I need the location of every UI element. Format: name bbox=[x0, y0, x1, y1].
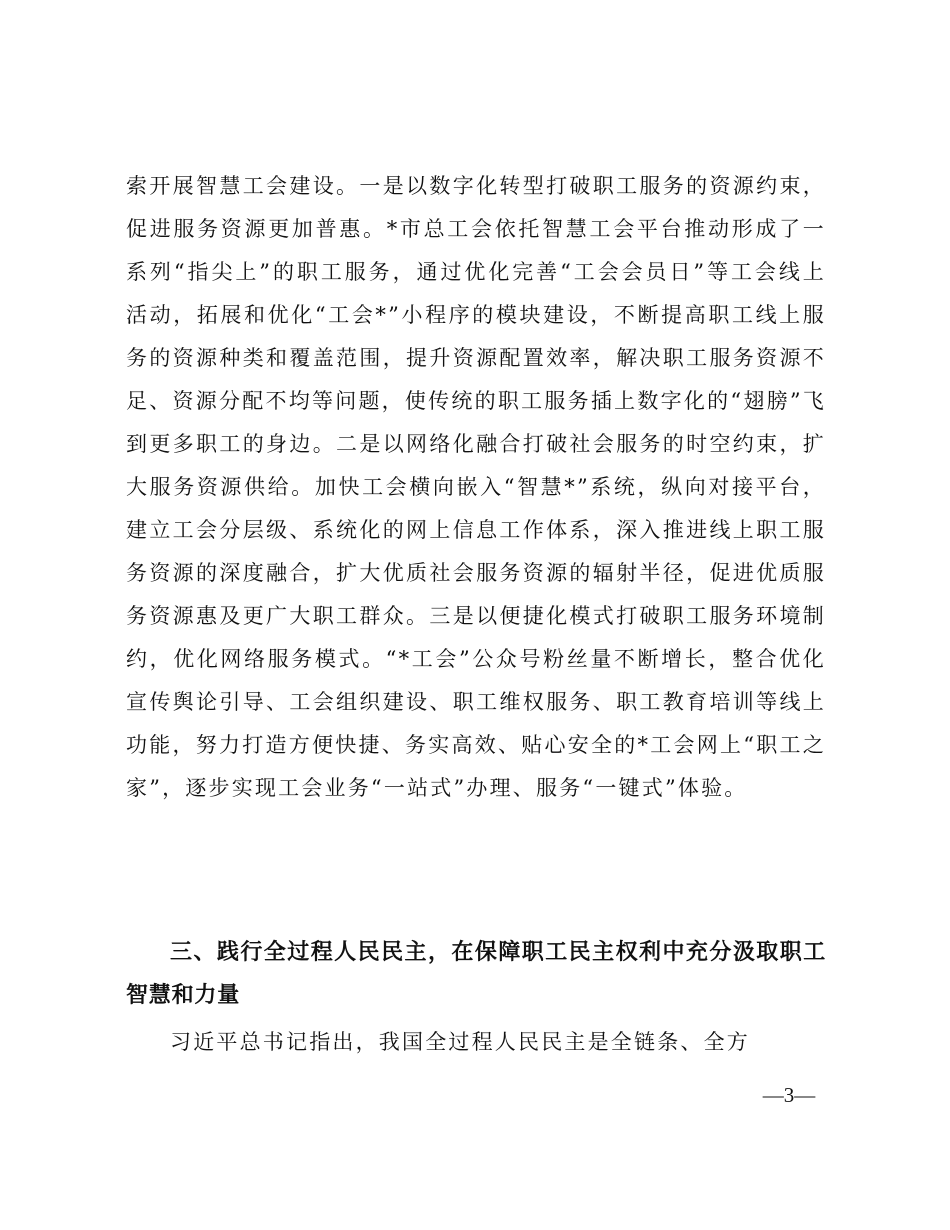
page-number: —3— bbox=[762, 1083, 816, 1107]
body-paragraph-continuation: 习近平总书记指出，我国全过程人民民主是全链条、全方 bbox=[170, 1030, 750, 1054]
section-heading: 三、践行全过程人民民主，在保障职工民主权利中充分汲取职工智慧和力量 bbox=[126, 940, 826, 1008]
body-paragraph: 索开展智慧工会建设。一是以数字化转型打破职工服务的资源约束，促进服务资源更加普惠。*市总工会依托智慧工会平台推动形成了一系列“指尖上”的职工服务，通过优化完善“工会会员日”等工会线上活动，拓展和优化“工会*”小程序的模块建设，不断提高职工线上服务的资源种类和覆盖范围，提升资源配置效率，解决职工服务资源不足、资源分配不均等问题，使传统的职工服务插上数字化的“翅膀”飞到更多职工的身边。二是以网络化融合打破社会服务的时空约束，扩大服务资源供给。加快工会横向嵌入“智慧*”系统，纵向对接平台，建立工会分层级、系统化的网上信息工作体系，深入推进线上职工服务资源的深度融合，扩大优质社会服务资源的辐射半径，促进优质服务资源惠及更广大职工群众。三是以便捷化模式打破职工服务环境制约，优化网络服务模式。“*工会”公众号粉丝量不断增长，整合优化宣传舆论引导、工会组织建设、职工维权服务、职工教育培训等线上功能，努力打造方便快捷、务实高效、贴心安全的*工会网上“职工之家”，逐步实现工会业务“一站式”办理、服务“一键式”体验。 bbox=[126, 174, 826, 800]
